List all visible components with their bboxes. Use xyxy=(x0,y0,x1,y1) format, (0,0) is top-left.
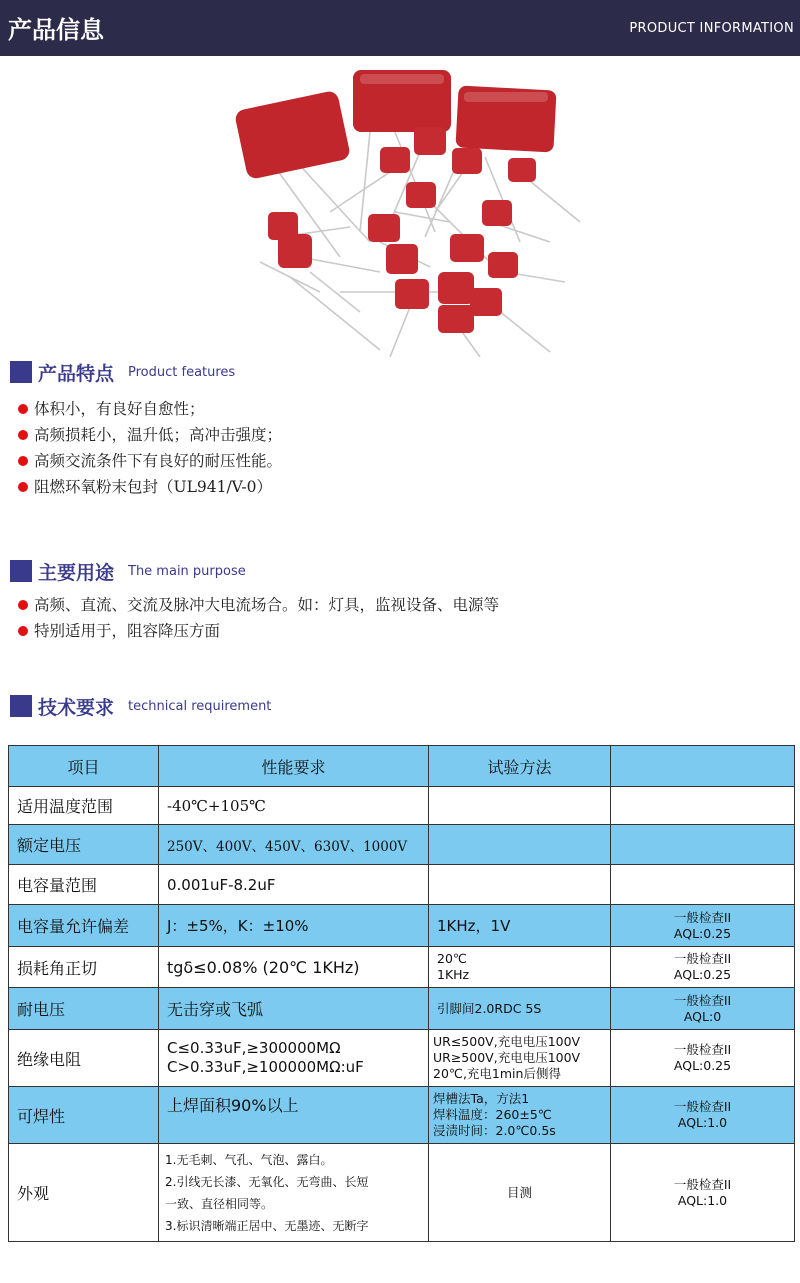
header-inspection xyxy=(611,746,795,787)
cell-requirement: C≤0.33uF,≥300000MΩ C>0.33uF,≥100000MΩ:uF xyxy=(159,1030,429,1087)
heading-square-icon xyxy=(10,695,32,717)
table-row xyxy=(9,905,795,947)
table-row xyxy=(9,1087,795,1144)
table-row xyxy=(9,1144,795,1242)
table-row xyxy=(9,825,795,865)
cell-inspection: 一般检查II AQL:0.25 xyxy=(611,905,795,947)
cell-item: 电容量范围 xyxy=(9,865,159,905)
cell-item: 绝缘电阻 xyxy=(9,1030,159,1087)
bullet-icon xyxy=(18,430,28,440)
heading-square-icon xyxy=(10,560,32,582)
list-item: 特别适用于，阻容降压方面 xyxy=(18,618,499,644)
technical-title-cn: 技术要求 xyxy=(38,697,115,719)
cell-item: 外观 xyxy=(9,1144,159,1242)
table-row xyxy=(9,787,795,825)
list-item: 高频、直流、交流及脉冲大电流场合。如：灯具，监视设备、电源等 xyxy=(18,592,499,618)
page-title: 产品信息 xyxy=(8,16,104,44)
header-requirement: 性能要求 xyxy=(159,746,429,787)
cell-method xyxy=(429,825,611,865)
purpose-title-en: The main purpose xyxy=(128,564,246,579)
bullet-icon xyxy=(18,626,28,636)
cell-requirement: tgδ≤0.08% (20℃ 1KHz) xyxy=(159,947,429,988)
cell-method: 目测 xyxy=(429,1144,611,1242)
cell-requirement: 无击穿或飞弧 xyxy=(159,988,429,1030)
features-title-cn: 产品特点 xyxy=(38,363,115,385)
header-banner xyxy=(0,0,800,56)
cell-item: 额定电压 xyxy=(9,825,159,865)
purpose-heading xyxy=(10,559,310,587)
technical-heading xyxy=(10,694,340,722)
table-row xyxy=(9,865,795,905)
cell-requirement: 250V、400V、450V、630V、1000V xyxy=(159,825,429,865)
cell-inspection: 一般检查II AQL:0 xyxy=(611,988,795,1030)
cell-inspection: 一般检查II AQL:0.25 xyxy=(611,1030,795,1087)
bullet-icon xyxy=(18,482,28,492)
cell-method: 引脚间2.0RDC 5S xyxy=(429,988,611,1030)
list-item: 高频交流条件下有良好的耐压性能。 xyxy=(18,448,282,474)
table-row xyxy=(9,1030,795,1087)
cell-item: 电容量允许偏差 xyxy=(9,905,159,947)
features-title-en: Product features xyxy=(128,365,236,380)
cell-inspection xyxy=(611,865,795,905)
features-list xyxy=(18,396,282,500)
bullet-icon xyxy=(18,456,28,466)
cell-item: 适用温度范围 xyxy=(9,787,159,825)
purpose-list xyxy=(18,592,499,644)
cell-item: 可焊性 xyxy=(9,1087,159,1144)
cell-inspection xyxy=(611,787,795,825)
cell-item: 耐电压 xyxy=(9,988,159,1030)
list-item: 阻燃环氧粉末包封（UL941/V-0） xyxy=(18,474,282,500)
cell-method: 焊槽法Ta，方法1 焊料温度：260±5℃ 浸渍时间：2.0℃0.5s xyxy=(429,1087,611,1144)
cell-requirement: J：±5%，K：±10% xyxy=(159,905,429,947)
header-method: 试验方法 xyxy=(429,746,611,787)
cell-requirement: 上焊面积90%以上 xyxy=(159,1087,429,1144)
table-header-row xyxy=(9,746,795,787)
cell-inspection: 一般检查II AQL:1.0 xyxy=(611,1087,795,1144)
cell-inspection: 一般检查II AQL:0.25 xyxy=(611,947,795,988)
list-item: 高频损耗小，温升低；高冲击强度； xyxy=(18,422,282,448)
table-row xyxy=(9,988,795,1030)
cell-inspection: 一般检查II AQL:1.0 xyxy=(611,1144,795,1242)
cell-requirement: -40℃+105℃ xyxy=(159,787,429,825)
technical-title-en: technical requirement xyxy=(128,699,272,714)
product-photo xyxy=(220,62,600,357)
header-item: 项目 xyxy=(9,746,159,787)
cell-method: 20℃ 1KHz xyxy=(429,947,611,988)
cell-method: UR≤500V,充电电压100V UR≥500V,充电电压100V 20℃,充电1min后侧得 xyxy=(429,1030,611,1087)
spec-table xyxy=(8,745,795,1242)
bullet-icon xyxy=(18,404,28,414)
cell-requirement: 0.001uF-8.2uF xyxy=(159,865,429,905)
list-item: 体积小，有良好自愈性； xyxy=(18,396,282,422)
page-subtitle: PRODUCT INFORMATION xyxy=(629,21,794,36)
cell-method xyxy=(429,865,611,905)
features-heading xyxy=(10,360,310,388)
bullet-icon xyxy=(18,600,28,610)
table-row xyxy=(9,947,795,988)
cell-requirement: 1.无毛刺、气孔、气泡、露白。 2.引线无长漆、无氧化、无弯曲、长短 一致、直径相同等。 3.标识清晰端正居中、无墨迹、无断字 xyxy=(159,1144,429,1242)
cell-method xyxy=(429,787,611,825)
heading-square-icon xyxy=(10,361,32,383)
cell-method: 1KHz，1V xyxy=(429,905,611,947)
cell-item: 损耗角正切 xyxy=(9,947,159,988)
purpose-title-cn: 主要用途 xyxy=(38,562,115,584)
cell-inspection xyxy=(611,825,795,865)
